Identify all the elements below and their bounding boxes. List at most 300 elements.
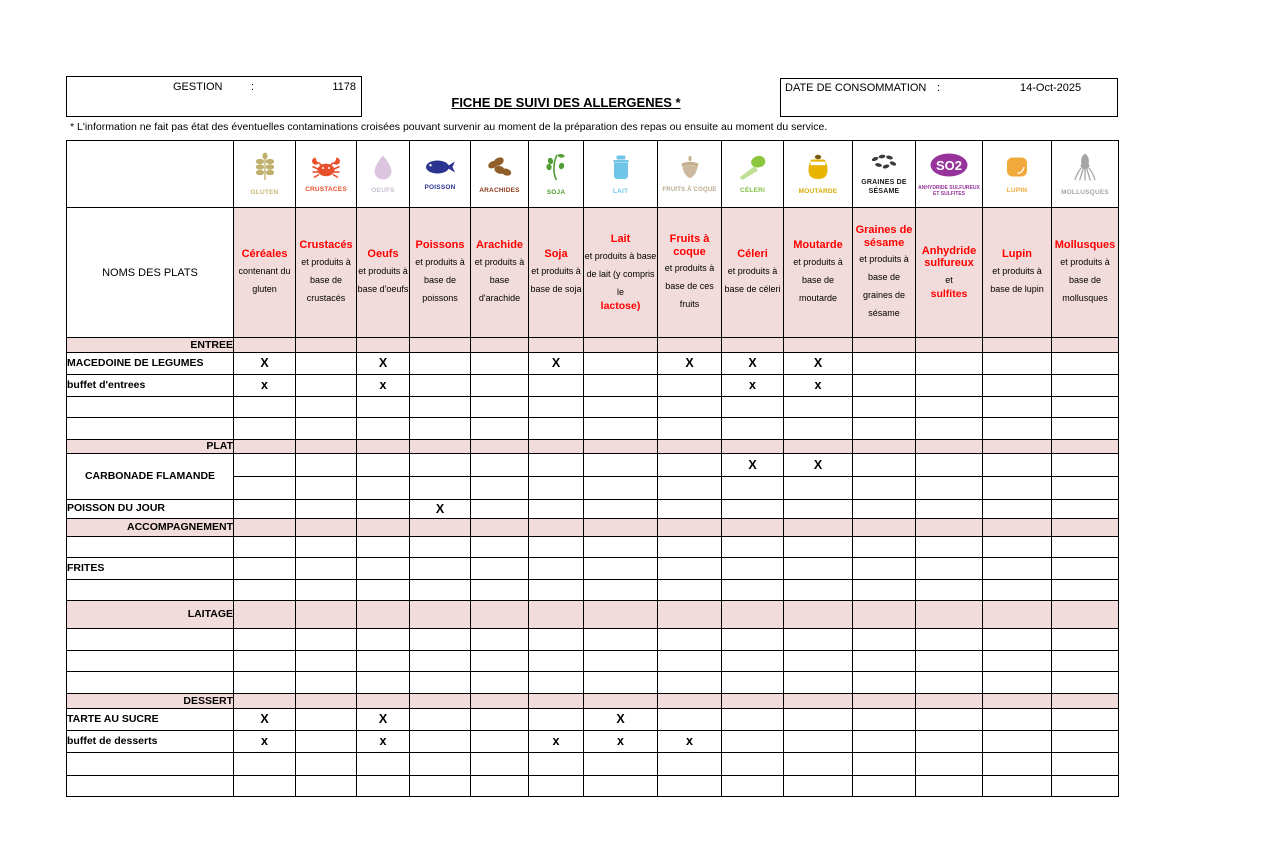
- mark-lait[interactable]: [584, 418, 658, 440]
- consumption-date-value[interactable]: 14-Oct-2025: [1020, 82, 1082, 94]
- mark-poissons[interactable]: [410, 537, 471, 558]
- mark-lupin[interactable]: [983, 537, 1052, 558]
- mark-lupin[interactable]: [983, 418, 1052, 440]
- section-cell-oeufs: [357, 601, 410, 629]
- mark-so2[interactable]: [916, 672, 983, 694]
- mark-gluten[interactable]: [234, 558, 296, 580]
- mark-mollusques[interactable]: [1052, 477, 1119, 500]
- allergen-header-lait: Lait et produits à base de lait (y compris le lactose): [584, 208, 658, 338]
- mark-sesame[interactable]: [853, 500, 916, 519]
- mark-mollusques[interactable]: [1052, 537, 1119, 558]
- dish-name-poisson-du-jour[interactable]: POISSON DU JOUR: [67, 500, 234, 519]
- mark-sesame[interactable]: [853, 629, 916, 651]
- mark-fruits_coque[interactable]: [658, 776, 722, 797]
- mark-oeufs[interactable]: [357, 776, 410, 797]
- mark-gluten[interactable]: [234, 672, 296, 694]
- mark-moutarde[interactable]: [784, 537, 853, 558]
- mark-so2[interactable]: [916, 397, 983, 418]
- mark-sesame[interactable]: [853, 353, 916, 375]
- mark-lupin[interactable]: [983, 397, 1052, 418]
- section-cell-sesame: [853, 440, 916, 454]
- mark-sesame[interactable]: [853, 558, 916, 580]
- mark-so2[interactable]: [916, 651, 983, 672]
- mark-arachide[interactable]: [471, 709, 529, 731]
- mark-soja[interactable]: x: [529, 731, 584, 753]
- mark-mollusques[interactable]: [1052, 500, 1119, 519]
- mark-gluten[interactable]: [234, 629, 296, 651]
- mark-soja[interactable]: [529, 397, 584, 418]
- empty-dish-name-cell[interactable]: [67, 672, 234, 694]
- dish-name-macedoine-de-legumes[interactable]: MACEDOINE DE LEGUMES: [67, 353, 234, 375]
- mark-lupin[interactable]: [983, 731, 1052, 753]
- mark-fruits_coque[interactable]: [658, 397, 722, 418]
- mark-gluten[interactable]: [234, 537, 296, 558]
- mark-gluten[interactable]: [234, 753, 296, 776]
- mark-moutarde[interactable]: [784, 500, 853, 519]
- mark-mollusques[interactable]: [1052, 353, 1119, 375]
- section-cell-fruits_coque: [658, 338, 722, 353]
- section-cell-lait: [584, 338, 658, 353]
- mark-celeri[interactable]: [722, 651, 784, 672]
- mark-fruits_coque[interactable]: [658, 580, 722, 601]
- mark-celeri[interactable]: X: [722, 454, 784, 477]
- mark-celeri[interactable]: [722, 418, 784, 440]
- mark-arachide[interactable]: [471, 558, 529, 580]
- mark-moutarde[interactable]: [784, 776, 853, 797]
- section-cell-celeri: [722, 338, 784, 353]
- mark-soja[interactable]: [529, 537, 584, 558]
- section-cell-lait: [584, 440, 658, 454]
- mark-lupin[interactable]: [983, 709, 1052, 731]
- mark-lait[interactable]: [584, 397, 658, 418]
- section-cell-so2: [916, 601, 983, 629]
- mark-oeufs[interactable]: [357, 418, 410, 440]
- mark-oeufs[interactable]: [357, 558, 410, 580]
- section-cell-sesame: [853, 519, 916, 537]
- mark-crustaces[interactable]: [296, 776, 357, 797]
- mark-arachide[interactable]: [471, 418, 529, 440]
- mark-lait[interactable]: [584, 629, 658, 651]
- mark-poissons[interactable]: [410, 477, 471, 500]
- mark-celeri[interactable]: [722, 580, 784, 601]
- mark-mollusques[interactable]: [1052, 731, 1119, 753]
- mark-arachide[interactable]: [471, 454, 529, 477]
- mark-sesame[interactable]: [853, 454, 916, 477]
- mark-soja[interactable]: [529, 629, 584, 651]
- section-cell-arachide: [471, 519, 529, 537]
- mark-soja[interactable]: [529, 558, 584, 580]
- mark-lait[interactable]: [584, 651, 658, 672]
- mark-fruits_coque[interactable]: [658, 629, 722, 651]
- mark-gluten[interactable]: [234, 477, 296, 500]
- mark-celeri[interactable]: [722, 753, 784, 776]
- mark-oeufs[interactable]: [357, 500, 410, 519]
- section-cell-gluten: [234, 694, 296, 709]
- section-cell-soja: [529, 601, 584, 629]
- mark-oeufs[interactable]: X: [357, 709, 410, 731]
- mark-mollusques[interactable]: [1052, 580, 1119, 601]
- mark-arachide[interactable]: [471, 397, 529, 418]
- mark-moutarde[interactable]: [784, 753, 853, 776]
- mark-soja[interactable]: [529, 500, 584, 519]
- mark-oeufs[interactable]: [357, 537, 410, 558]
- mark-mollusques[interactable]: [1052, 753, 1119, 776]
- mark-lupin[interactable]: [983, 753, 1052, 776]
- section-cell-poissons: [410, 519, 471, 537]
- mark-so2[interactable]: [916, 353, 983, 375]
- mark-soja[interactable]: [529, 753, 584, 776]
- mark-crustaces[interactable]: [296, 454, 357, 477]
- mark-sesame[interactable]: [853, 651, 916, 672]
- mark-lupin[interactable]: [983, 500, 1052, 519]
- mark-lait[interactable]: X: [584, 709, 658, 731]
- mark-soja[interactable]: [529, 709, 584, 731]
- mark-celeri[interactable]: [722, 672, 784, 694]
- mark-moutarde[interactable]: [784, 477, 853, 500]
- mark-lait[interactable]: [584, 753, 658, 776]
- mark-lait[interactable]: [584, 580, 658, 601]
- mark-oeufs[interactable]: x: [357, 731, 410, 753]
- mark-lupin[interactable]: [983, 375, 1052, 397]
- empty-dish-name-cell[interactable]: [67, 776, 234, 797]
- mark-mollusques[interactable]: [1052, 558, 1119, 580]
- mark-lait[interactable]: [584, 375, 658, 397]
- mark-sesame[interactable]: [853, 580, 916, 601]
- mark-crustaces[interactable]: [296, 500, 357, 519]
- mark-lait[interactable]: [584, 500, 658, 519]
- mark-lait[interactable]: [584, 353, 658, 375]
- mark-crustaces[interactable]: [296, 629, 357, 651]
- section-cell-arachide: [471, 338, 529, 353]
- section-cell-poissons: [410, 601, 471, 629]
- mark-gluten[interactable]: X: [234, 709, 296, 731]
- mark-so2[interactable]: [916, 776, 983, 797]
- mark-celeri[interactable]: [722, 537, 784, 558]
- empty-dish-name-cell[interactable]: [67, 397, 234, 418]
- mark-poissons[interactable]: [410, 375, 471, 397]
- mark-celeri[interactable]: [722, 397, 784, 418]
- mark-lupin[interactable]: [983, 629, 1052, 651]
- dish-name-tarte-au-sucre[interactable]: TARTE AU SUCRE: [67, 709, 234, 731]
- mark-lait[interactable]: x: [584, 731, 658, 753]
- mark-gluten[interactable]: [234, 500, 296, 519]
- mark-soja[interactable]: [529, 651, 584, 672]
- mark-moutarde[interactable]: [784, 629, 853, 651]
- mark-so2[interactable]: [916, 477, 983, 500]
- empty-dish-name-cell[interactable]: [67, 580, 234, 601]
- mark-so2[interactable]: [916, 418, 983, 440]
- mark-so2[interactable]: [916, 454, 983, 477]
- mark-lait[interactable]: [584, 672, 658, 694]
- gestion-box: [66, 76, 362, 117]
- mark-crustaces[interactable]: [296, 731, 357, 753]
- section-cell-poissons: [410, 338, 471, 353]
- mark-lupin[interactable]: [983, 651, 1052, 672]
- mark-poissons[interactable]: [410, 629, 471, 651]
- mark-moutarde[interactable]: X: [784, 454, 853, 477]
- mark-lupin[interactable]: [983, 672, 1052, 694]
- allergen-header-crustaces: Crustacés et produits à base de crustacés: [296, 208, 357, 338]
- mark-so2[interactable]: [916, 753, 983, 776]
- mark-oeufs[interactable]: [357, 753, 410, 776]
- mark-mollusques[interactable]: [1052, 672, 1119, 694]
- mark-so2[interactable]: [916, 731, 983, 753]
- mark-crustaces[interactable]: [296, 375, 357, 397]
- mark-crustaces[interactable]: [296, 709, 357, 731]
- empty-dish-name-cell[interactable]: [67, 753, 234, 776]
- mark-lait[interactable]: [584, 454, 658, 477]
- mark-poissons[interactable]: [410, 397, 471, 418]
- mark-oeufs[interactable]: [357, 580, 410, 601]
- mark-crustaces[interactable]: [296, 397, 357, 418]
- mark-soja[interactable]: [529, 375, 584, 397]
- mark-celeri[interactable]: X: [722, 353, 784, 375]
- mark-crustaces[interactable]: [296, 753, 357, 776]
- dish-name-buffet-de-desserts[interactable]: buffet de desserts: [67, 731, 234, 753]
- mark-fruits_coque[interactable]: [658, 454, 722, 477]
- mark-crustaces[interactable]: [296, 537, 357, 558]
- mark-sesame[interactable]: [853, 709, 916, 731]
- section-cell-oeufs: [357, 519, 410, 537]
- mark-arachide[interactable]: [471, 580, 529, 601]
- mark-poissons[interactable]: [410, 558, 471, 580]
- mark-fruits_coque[interactable]: [658, 375, 722, 397]
- allergen-header-arachide: Arachide et produits à base d'arachide: [471, 208, 529, 338]
- mark-arachide[interactable]: [471, 500, 529, 519]
- mark-gluten[interactable]: [234, 651, 296, 672]
- mark-fruits_coque[interactable]: [658, 753, 722, 776]
- mark-lupin[interactable]: [983, 580, 1052, 601]
- empty-dish-name-cell[interactable]: [67, 418, 234, 440]
- mark-lupin[interactable]: [983, 776, 1052, 797]
- mark-poissons[interactable]: [410, 651, 471, 672]
- gestion-value[interactable]: 1178: [332, 81, 356, 93]
- mark-oeufs[interactable]: [357, 672, 410, 694]
- mark-mollusques[interactable]: [1052, 651, 1119, 672]
- mark-fruits_coque[interactable]: [658, 500, 722, 519]
- mark-celeri[interactable]: [722, 477, 784, 500]
- mark-crustaces[interactable]: [296, 580, 357, 601]
- mark-soja[interactable]: [529, 672, 584, 694]
- empty-dish-name-cell[interactable]: [67, 537, 234, 558]
- mark-arachide[interactable]: [471, 753, 529, 776]
- mark-moutarde[interactable]: [784, 651, 853, 672]
- section-cell-lupin: [983, 601, 1052, 629]
- mark-gluten[interactable]: [234, 397, 296, 418]
- mark-soja[interactable]: [529, 477, 584, 500]
- mark-poissons[interactable]: [410, 753, 471, 776]
- mark-sesame[interactable]: [853, 477, 916, 500]
- mark-so2[interactable]: [916, 375, 983, 397]
- mark-gluten[interactable]: [234, 580, 296, 601]
- mark-lupin[interactable]: [983, 353, 1052, 375]
- mark-poissons[interactable]: X: [410, 500, 471, 519]
- mark-sesame[interactable]: [853, 375, 916, 397]
- mark-oeufs[interactable]: [357, 651, 410, 672]
- mark-moutarde[interactable]: [784, 558, 853, 580]
- mark-poissons[interactable]: [410, 709, 471, 731]
- section-cell-crustaces: [296, 694, 357, 709]
- mark-mollusques[interactable]: [1052, 776, 1119, 797]
- mark-mollusques[interactable]: [1052, 375, 1119, 397]
- allergen-header-gluten: Céréales contenant du gluten: [234, 208, 296, 338]
- mark-moutarde[interactable]: x: [784, 375, 853, 397]
- wheat-gluten-icon: GLUTEN: [234, 141, 296, 208]
- mark-moutarde[interactable]: [784, 709, 853, 731]
- mark-fruits_coque[interactable]: [658, 672, 722, 694]
- mark-celeri[interactable]: [722, 629, 784, 651]
- mark-arachide[interactable]: [471, 651, 529, 672]
- section-cell-poissons: [410, 440, 471, 454]
- mark-fruits_coque[interactable]: [658, 651, 722, 672]
- section-cell-celeri: [722, 440, 784, 454]
- mark-gluten[interactable]: x: [234, 731, 296, 753]
- mark-celeri[interactable]: [722, 709, 784, 731]
- mark-poissons[interactable]: [410, 580, 471, 601]
- dish-name-buffet-d-entrees[interactable]: buffet d'entrees: [67, 375, 234, 397]
- mark-arachide[interactable]: [471, 477, 529, 500]
- mark-gluten[interactable]: X: [234, 353, 296, 375]
- mark-so2[interactable]: [916, 558, 983, 580]
- mark-fruits_coque[interactable]: [658, 537, 722, 558]
- dish-name-frites[interactable]: FRITES: [67, 558, 234, 580]
- mark-arachide[interactable]: [471, 375, 529, 397]
- mark-soja[interactable]: X: [529, 353, 584, 375]
- consumption-date-box: [780, 78, 1118, 117]
- mark-gluten[interactable]: [234, 776, 296, 797]
- mark-moutarde[interactable]: X: [784, 353, 853, 375]
- section-cell-celeri: [722, 601, 784, 629]
- mark-lupin[interactable]: [983, 454, 1052, 477]
- mark-sesame[interactable]: [853, 776, 916, 797]
- mark-celeri[interactable]: [722, 776, 784, 797]
- mark-arachide[interactable]: [471, 672, 529, 694]
- mark-fruits_coque[interactable]: X: [658, 353, 722, 375]
- svg-text:SO2: SO2: [935, 157, 963, 173]
- mark-celeri[interactable]: x: [722, 375, 784, 397]
- mark-celeri[interactable]: [722, 558, 784, 580]
- mark-crustaces[interactable]: [296, 558, 357, 580]
- mark-gluten[interactable]: [234, 418, 296, 440]
- mark-moutarde[interactable]: [784, 672, 853, 694]
- mark-fruits_coque[interactable]: [658, 477, 722, 500]
- section-cell-arachide: [471, 601, 529, 629]
- mark-poissons[interactable]: [410, 731, 471, 753]
- section-cell-oeufs: [357, 440, 410, 454]
- mark-sesame[interactable]: [853, 753, 916, 776]
- mark-mollusques[interactable]: [1052, 454, 1119, 477]
- section-cell-fruits_coque: [658, 694, 722, 709]
- mark-oeufs[interactable]: [357, 397, 410, 418]
- mark-sesame[interactable]: [853, 731, 916, 753]
- mark-moutarde[interactable]: [784, 397, 853, 418]
- mark-lait[interactable]: [584, 776, 658, 797]
- mark-so2[interactable]: [916, 709, 983, 731]
- mark-mollusques[interactable]: [1052, 397, 1119, 418]
- section-cell-lupin: [983, 338, 1052, 353]
- section-cell-arachide: [471, 694, 529, 709]
- mark-soja[interactable]: [529, 580, 584, 601]
- section-cell-fruits_coque: [658, 440, 722, 454]
- section-cell-moutarde: [784, 601, 853, 629]
- mark-gluten[interactable]: [234, 454, 296, 477]
- mark-arachide[interactable]: [471, 731, 529, 753]
- mark-mollusques[interactable]: [1052, 629, 1119, 651]
- allergen-header-oeufs: Oeufs et produits à base d'oeufs: [357, 208, 410, 338]
- section-cell-sesame: [853, 338, 916, 353]
- mark-so2[interactable]: [916, 580, 983, 601]
- mark-moutarde[interactable]: [784, 580, 853, 601]
- mark-lait[interactable]: [584, 558, 658, 580]
- mark-fruits_coque[interactable]: [658, 558, 722, 580]
- dish-name-carbonade-flamande[interactable]: CARBONADE FLAMANDE: [67, 454, 234, 500]
- mark-oeufs[interactable]: [357, 454, 410, 477]
- section-cell-so2: [916, 519, 983, 537]
- mark-mollusques[interactable]: [1052, 709, 1119, 731]
- mark-sesame[interactable]: [853, 537, 916, 558]
- section-dessert: DESSERT: [67, 694, 234, 709]
- mark-arachide[interactable]: [471, 537, 529, 558]
- mark-lait[interactable]: [584, 477, 658, 500]
- mark-gluten[interactable]: x: [234, 375, 296, 397]
- mark-celeri[interactable]: [722, 500, 784, 519]
- mark-crustaces[interactable]: [296, 418, 357, 440]
- mark-crustaces[interactable]: [296, 477, 357, 500]
- mark-lupin[interactable]: [983, 477, 1052, 500]
- mark-arachide[interactable]: [471, 353, 529, 375]
- mark-moutarde[interactable]: [784, 418, 853, 440]
- mark-sesame[interactable]: [853, 418, 916, 440]
- mark-crustaces[interactable]: [296, 651, 357, 672]
- mark-so2[interactable]: [916, 629, 983, 651]
- mark-arachide[interactable]: [471, 776, 529, 797]
- mark-soja[interactable]: [529, 418, 584, 440]
- mark-oeufs[interactable]: x: [357, 375, 410, 397]
- mark-crustaces[interactable]: [296, 672, 357, 694]
- mark-oeufs[interactable]: [357, 477, 410, 500]
- mark-fruits_coque[interactable]: [658, 418, 722, 440]
- mark-poissons[interactable]: [410, 776, 471, 797]
- mark-oeufs[interactable]: X: [357, 353, 410, 375]
- mark-lait[interactable]: [584, 537, 658, 558]
- mark-mollusques[interactable]: [1052, 418, 1119, 440]
- mark-poissons[interactable]: [410, 672, 471, 694]
- mark-so2[interactable]: [916, 537, 983, 558]
- mark-sesame[interactable]: [853, 397, 916, 418]
- mark-moutarde[interactable]: [784, 731, 853, 753]
- section-cell-crustaces: [296, 519, 357, 537]
- mark-fruits_coque[interactable]: [658, 709, 722, 731]
- mark-lupin[interactable]: [983, 558, 1052, 580]
- mark-soja[interactable]: [529, 454, 584, 477]
- empty-dish-name-cell[interactable]: [67, 651, 234, 672]
- mark-poissons[interactable]: [410, 454, 471, 477]
- mark-arachide[interactable]: [471, 629, 529, 651]
- mark-fruits_coque[interactable]: x: [658, 731, 722, 753]
- mark-crustaces[interactable]: [296, 353, 357, 375]
- mark-poissons[interactable]: [410, 353, 471, 375]
- mark-celeri[interactable]: [722, 731, 784, 753]
- consumption-date-colon: :: [937, 82, 941, 94]
- section-cell-so2: [916, 694, 983, 709]
- mark-poissons[interactable]: [410, 418, 471, 440]
- mark-so2[interactable]: [916, 500, 983, 519]
- empty-dish-name-cell[interactable]: [67, 629, 234, 651]
- mark-sesame[interactable]: [853, 672, 916, 694]
- so2-sulphite-icon: SO2 ANHYDRIDE SULFUREUX ET SULFITES: [916, 141, 983, 208]
- mark-soja[interactable]: [529, 776, 584, 797]
- mark-oeufs[interactable]: [357, 629, 410, 651]
